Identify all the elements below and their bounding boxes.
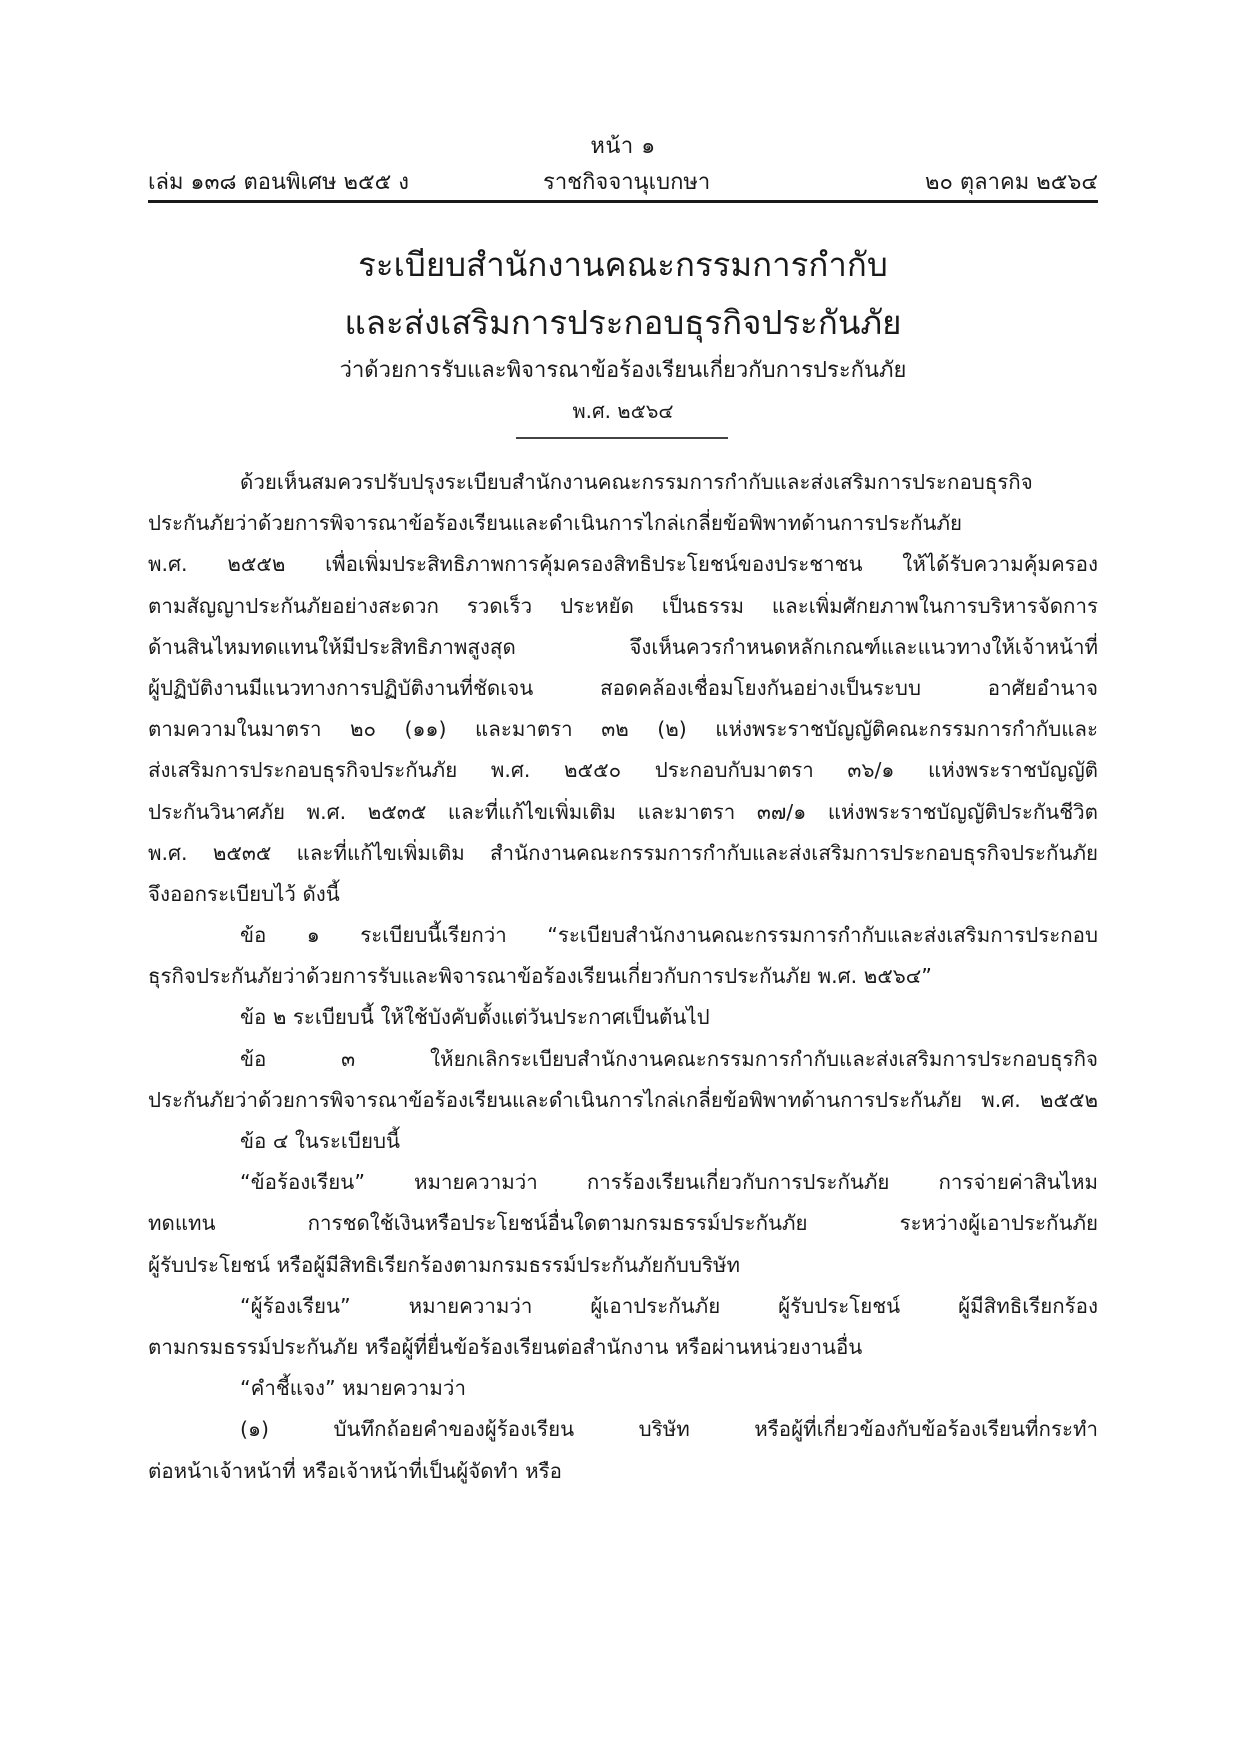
document-subtitle: ว่าด้วยการรับและพิจารณาข้อร้องเรียนเกี่ยวกับการประกันภัย (339, 358, 907, 383)
preamble-line: ตามสัญญาประกันภัยอย่างสะดวก รวดเร็ว ประหยัด เป็นธรรม และเพิ่มศักยภาพในการบริหารจัดการ (148, 593, 1098, 618)
definition-complaint-cont: ผู้รับประโยชน์ หรือผู้มีสิทธิเรียกร้องตามกรมธรรม์ประกันภัยกับบริษัท (148, 1252, 740, 1277)
definition-statement-item-1: (๑) บันทึกถ้อยคำของผู้ร้องเรียน บริษัท หรือผู้ที่เกี่ยวข้องกับข้อร้องเรียนที่กระทำ (240, 1417, 1098, 1442)
definition-complainant: “ผู้ร้องเรียน” หมายความว่า ผู้เอาประกันภัย ผู้รับประโยชน์ ผู้มีสิทธิเรียกร้อง (240, 1293, 1098, 1318)
definition-statement: “คำชี้แจง” หมายความว่า (240, 1376, 466, 1401)
clause-3-cont: ประกันภัยว่าด้วยการพิจารณาข้อร้องเรียนและดำเนินการไกล่เกลี่ยข้อพิพาทด้านการประกันภัย พ.ศ. ๒๕๕๒ (148, 1087, 1098, 1112)
preamble-line: ประกันภัยว่าด้วยการพิจารณาข้อร้องเรียนและดำเนินการไกล่เกลี่ยข้อพิพาทด้านการประกันภัย (148, 511, 963, 536)
definition-complainant-cont: ตามกรมธรรม์ประกันภัย หรือผู้ที่ยื่นข้อร้องเรียนต่อสำนักงาน หรือผ่านหน่วยงานอื่น (148, 1334, 863, 1359)
definition-complaint-cont: ทดแทน การชดใช้เงินหรือประโยชน์อื่นใดตามกรมธรรม์ประกันภัย ระหว่างผู้เอาประกันภัย (148, 1211, 1098, 1236)
clause-2: ข้อ ๒ ระเบียบนี้ ให้ใช้บังคับตั้งแต่วันประกาศเป็นต้นไป (240, 1005, 710, 1030)
title-separator (516, 437, 728, 439)
document-title-line-1: ระเบียบสำนักงานคณะกรรมการกำกับ (358, 245, 888, 284)
document-year: พ.ศ. ๒๕๖๔ (572, 399, 674, 423)
preamble-line: ประกันวินาศภัย พ.ศ. ๒๕๓๕ และที่แก้ไขเพิ่มเติม และมาตรา ๓๗/๑ แห่งพระราชบัญญัติประกันชีวิต (148, 799, 1098, 824)
document-title-line-2: และส่งเสริมการประกอบธุรกิจประกันภัย (344, 303, 902, 342)
header-rule (148, 200, 1098, 203)
gazette-header (148, 164, 1098, 198)
page-number: หน้า ๑ (590, 134, 656, 159)
preamble-line: ตามความในมาตรา ๒๐ (๑๑) และมาตรา ๓๒ (๒) แห่งพระราชบัญญัติคณะกรรมการกำกับและ (148, 717, 1098, 742)
clause-1: ข้อ ๑ ระเบียบนี้เรียกว่า “ระเบียบสำนักงานคณะกรรมการกำกับและส่งเสริมการประกอบ (240, 923, 1098, 948)
preamble-line: ด้วยเห็นสมควรปรับปรุงระเบียบสำนักงานคณะกรรมการกำกับและส่งเสริมการประกอบธุรกิจ (240, 470, 1033, 494)
preamble-line: พ.ศ. ๒๕๓๕ และที่แก้ไขเพิ่มเติม สำนักงานคณะกรรมการกำกับและส่งเสริมการประกอบธุรกิจประกันภัย (148, 840, 1098, 865)
clause-3: ข้อ ๓ ให้ยกเลิกระเบียบสำนักงานคณะกรรมการกำกับและส่งเสริมการประกอบธุรกิจ (240, 1046, 1098, 1071)
document-body (148, 462, 1098, 1492)
preamble-line: ส่งเสริมการประกอบธุรกิจประกันภัย พ.ศ. ๒๕๕๐ ประกอบกับมาตรา ๓๖/๑ แห่งพระราชบัญญัติ (148, 758, 1098, 783)
definition-complaint: “ข้อร้องเรียน” หมายความว่า การร้องเรียนเกี่ยวกับการประกันภัย การจ่ายค่าสินไหม (240, 1170, 1098, 1195)
volume-issue: เล่ม ๑๓๘ ตอนพิเศษ ๒๕๕ ง (148, 170, 410, 195)
preamble-line: พ.ศ. ๒๕๕๒ เพื่อเพิ่มประสิทธิภาพการคุ้มครองสิทธิประโยชน์ของประชาชน ให้ได้รับความคุ้มครอง (148, 552, 1098, 577)
clause-1-cont: ธุรกิจประกันภัยว่าด้วยการรับและพิจารณาข้อร้องเรียนเกี่ยวกับการประกันภัย พ.ศ. ๒๕๖๔” (148, 964, 932, 989)
gazette-name: ราชกิจจานุเบกษา (543, 170, 711, 195)
preamble-line: ด้านสินไหมทดแทนให้มีประสิทธิภาพสูงสุด จึงเห็นควรกำหนดหลักเกณฑ์และแนวทางให้เจ้าหน้าที่ (148, 634, 1098, 659)
clause-4: ข้อ ๔ ในระเบียบนี้ (240, 1129, 400, 1153)
definition-statement-item-1-cont: ต่อหน้าเจ้าหน้าที่ หรือเจ้าหน้าที่เป็นผู้จัดทำ หรือ (148, 1458, 562, 1483)
preamble-line: จึงออกระเบียบไว้ ดังนี้ (148, 881, 340, 906)
publication-date: ๒๐ ตุลาคม ๒๕๖๔ (924, 170, 1098, 195)
preamble-line: ผู้ปฏิบัติงานมีแนวทางการปฏิบัติงานที่ชัดเจน สอดคล้องเชื่อมโยงกันอย่างเป็นระบบ อาศัยอำนาจ (148, 675, 1098, 700)
